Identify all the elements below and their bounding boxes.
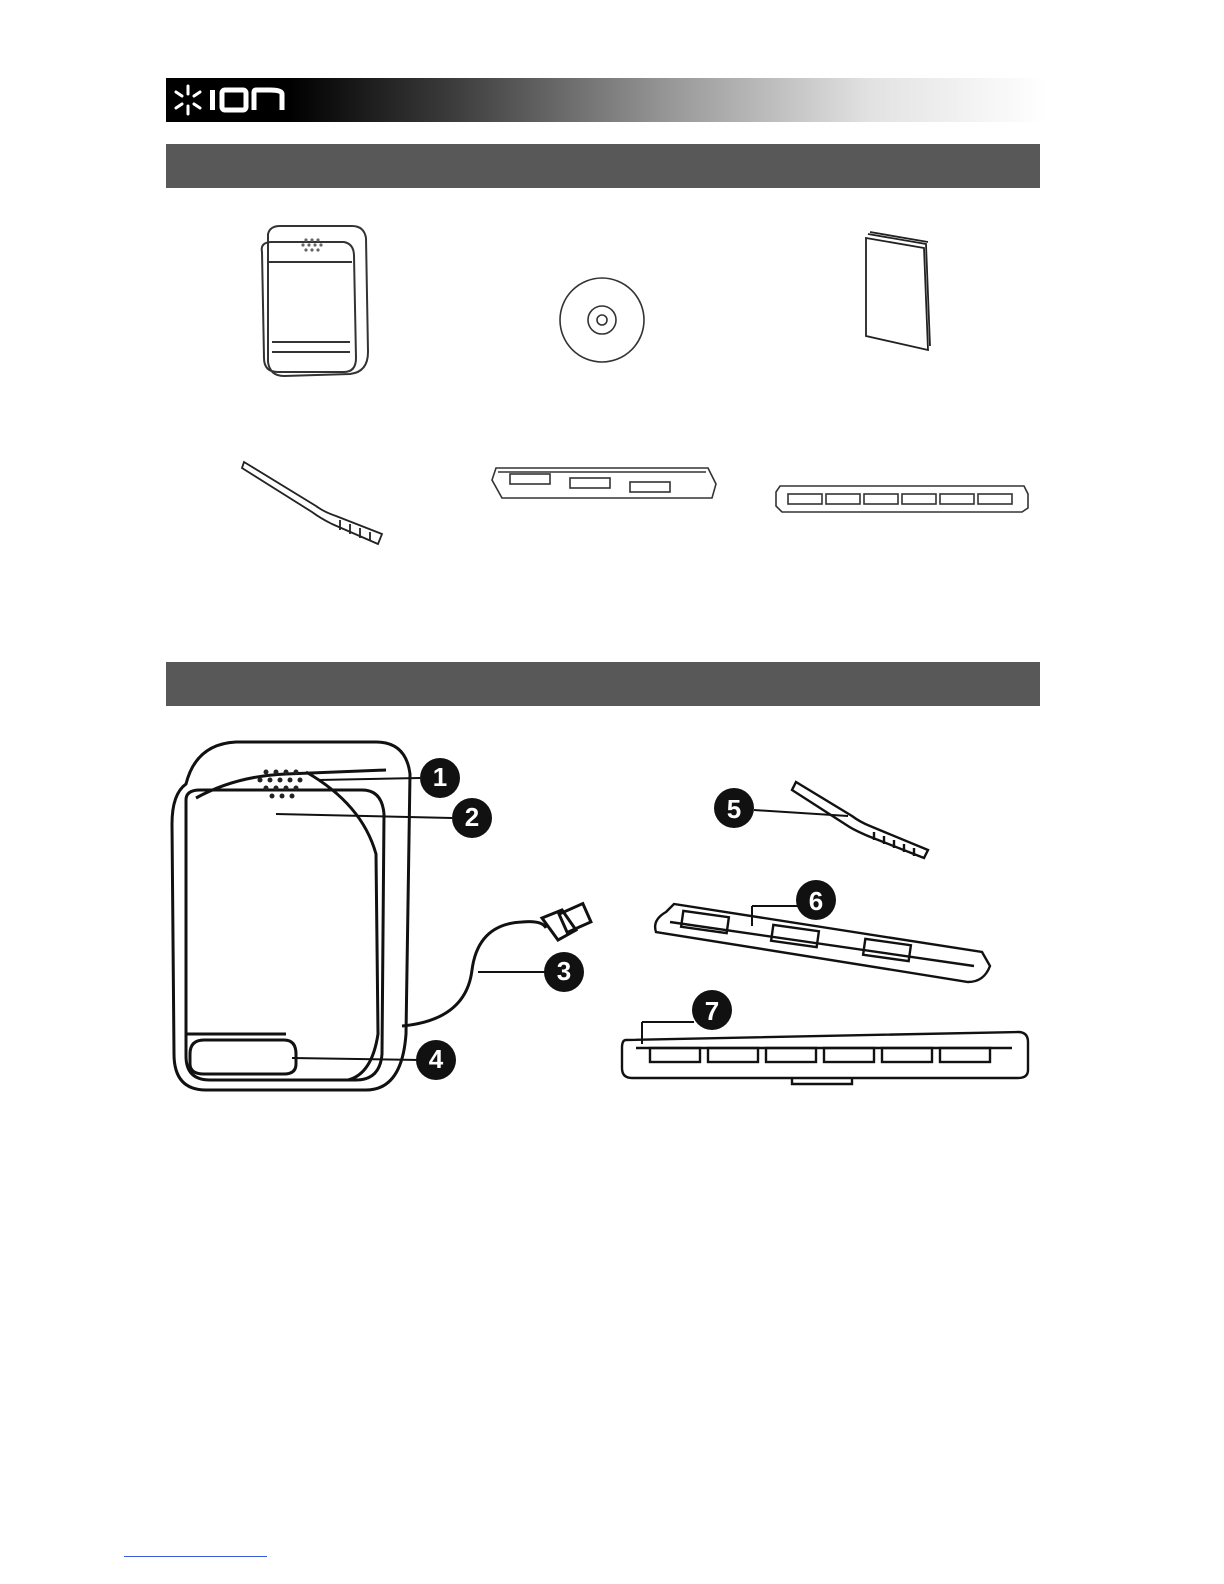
callout-3-label: 3 (556, 956, 572, 986)
film-scanner-icon (248, 222, 372, 380)
scanner-overview-diagram (166, 734, 626, 1096)
callout-2-label: 2 (464, 802, 480, 832)
callout-4-label: 4 (428, 1044, 444, 1074)
accessories-overview-diagram (612, 770, 1042, 1100)
slide-holder-icon (488, 460, 720, 510)
brand-banner (166, 78, 1046, 122)
software-cd-icon (556, 274, 648, 366)
section-bar-box-contents (166, 144, 1040, 188)
ion-logo-icon (170, 80, 290, 120)
callout-7-label: 7 (704, 996, 720, 1026)
section-bar-overview (166, 662, 1040, 706)
negative-holder-icon (774, 480, 1032, 518)
cleaning-brush-icon (240, 456, 390, 548)
callout-1-label: 1 (432, 762, 448, 792)
callout-5-label: 5 (726, 794, 742, 824)
footnote-rule (124, 1556, 267, 1557)
callout-6-label: 6 (808, 886, 824, 916)
quickstart-guide-icon (858, 230, 938, 354)
